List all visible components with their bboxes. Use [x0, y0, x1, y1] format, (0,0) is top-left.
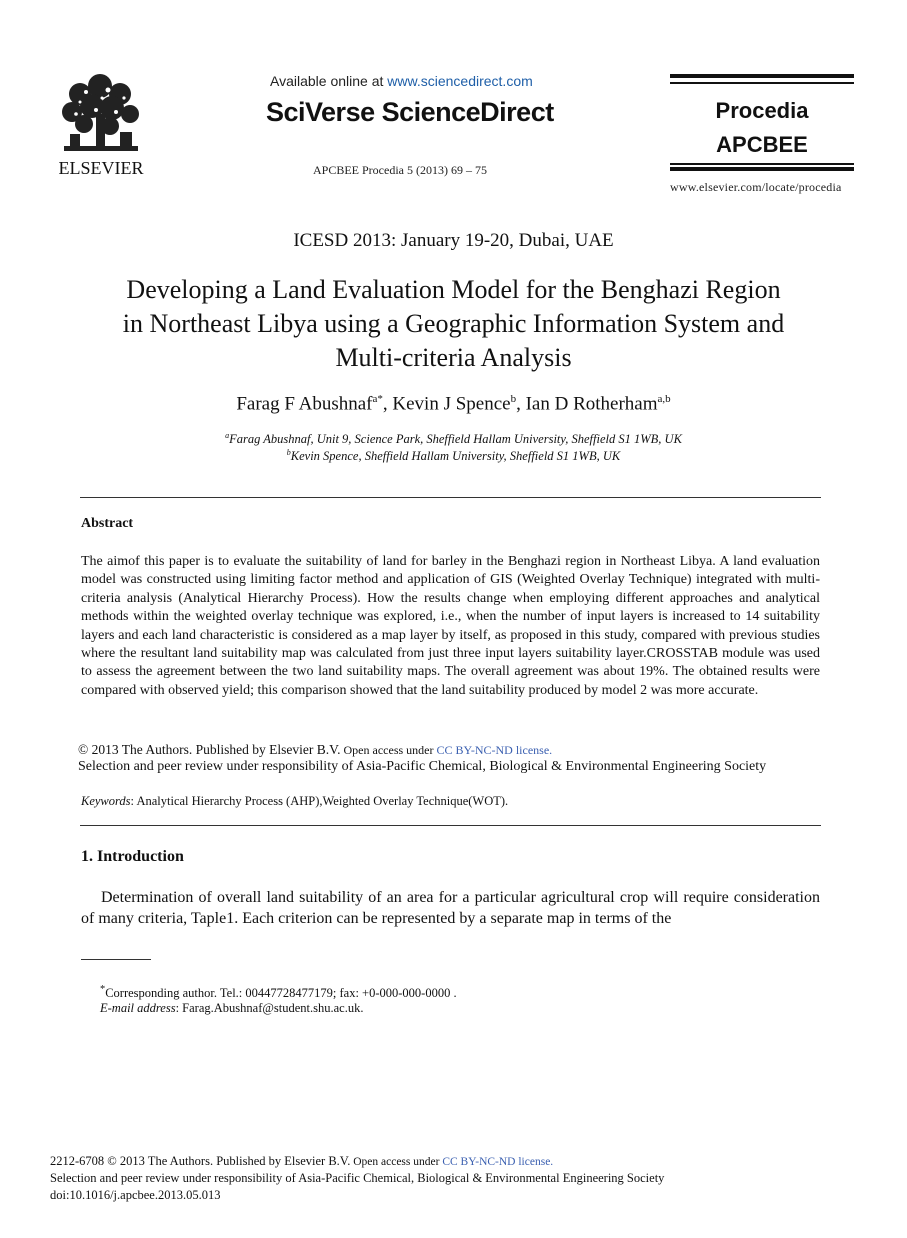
footnote-marker: * — [100, 984, 106, 995]
publisher-wordmark: ELSEVIER — [58, 158, 144, 178]
email-label: E-mail address — [100, 1001, 176, 1015]
title-line-2: in Northeast Libya using a Geographic Information System and — [122, 309, 785, 338]
divider-top — [80, 497, 821, 498]
copyright-text: © 2013 The Authors. Published by Elsevier B.V. — [78, 742, 341, 757]
author-separator: , — [382, 393, 393, 415]
footer-license-link[interactable]: CC BY-NC-ND license. — [442, 1156, 554, 1168]
banner-rule-bottom-thin — [670, 163, 854, 165]
affiliation-text: Farag Abushnaf, Unit 9, Science Park, Sheffield Hallam University, Sheffield S1 1WB, UK — [229, 432, 682, 447]
journal-url[interactable]: www.elsevier.com/locate/procedia — [670, 180, 842, 194]
banner-rule-top — [670, 74, 854, 78]
email-text: : Farag.Abushnaf@student.shu.ac.uk. — [175, 1001, 364, 1015]
divider-bottom — [80, 825, 821, 826]
affiliation-b — [0, 448, 907, 464]
elsevier-logo — [50, 70, 152, 178]
keywords-label: Keywords — [81, 794, 131, 808]
conference-line: ICESD 2013: January 19-20, Dubai, UAE — [293, 230, 614, 251]
banner-rule-top-thin — [670, 82, 854, 84]
abstract-body: The aimof this paper is to evaluate the suitability of land for barley in the Benghazi region in Northeast Libya. A land evaluation model was constructed using limiting factor method and application of GIS (Weighted Overlay Technique) integrated with multi-criteria analysis (Analytical Hierarchy Process). How the results change when employing different approaches and analytical methods within the weighted overlay technique was explored, i.e., when the number of input layers is increased to 14 suitability layers and each land characteristic is considered as a map layer by itself, as proposed in this study, compared with previous studies where the resultant land suitability map was calculated from just three input layers suitability layer.CROSSTAB module was used to assess the agreement between the two land suitability maps. The overall agreement was about 19%. The obtained results were compared with observed yield; this comparison showed that the land suitability produced by model 2 was more accurate. — [81, 554, 820, 698]
sciencedirect-link[interactable]: www.sciencedirect.com — [387, 73, 533, 89]
journal-title — [670, 94, 854, 162]
footer-peer-review: Selection and peer review under responsibility of Asia-Pacific Chemical, Biological & Environmental Engineering Society — [50, 1171, 665, 1185]
author-name: Farag F Abushnaf — [236, 393, 373, 415]
author-affiliation-marker: a* — [372, 393, 383, 405]
journal-title-line1: Procedia — [715, 98, 809, 123]
affiliation-marker: a — [225, 431, 230, 440]
footer-copyright: 2212-6708 © 2013 The Authors. Published by Elsevier B.V. — [50, 1154, 351, 1168]
footer-license-line — [50, 1154, 553, 1169]
abstract-heading: Abstract — [81, 516, 134, 531]
open-access-text: Open access under — [340, 743, 437, 757]
title-line-1: Developing a Land Evaluation Model for the Benghazi Region — [126, 275, 781, 304]
paper-title — [60, 273, 847, 375]
journal-banner — [670, 74, 854, 186]
affiliation-text: Kevin Spence, Sheffield Hallam University, Sheffield S1 1WB, UK — [290, 449, 621, 464]
available-online-label: Available online at — [270, 73, 388, 89]
affiliation-marker: b — [286, 448, 291, 457]
available-online-line — [270, 73, 533, 89]
footnote-corresponding — [100, 984, 457, 1001]
footnote-rule — [81, 959, 151, 960]
peer-review-statement: Selection and peer review under responsibility of Asia-Pacific Chemical, Biological & Environmental Engineering Society — [78, 759, 767, 774]
footer-open-access: Open access under — [350, 1156, 443, 1168]
author-separator: , — [516, 393, 526, 415]
footer-doi[interactable]: doi:10.1016/j.apcbee.2013.05.013 — [50, 1188, 221, 1202]
elsevier-tree-emblem — [50, 70, 152, 178]
copyright-line — [78, 742, 552, 758]
license-link[interactable]: CC BY-NC-ND license. — [436, 743, 553, 757]
author-affiliation-marker: a,b — [657, 393, 671, 405]
introduction-body: Determination of overall land suitability of an area for a particular agricultural crop will require consideration of many criteria, Taple1. Each criterion can be represented by a separate map in terms of the — [81, 889, 820, 927]
keywords-line — [81, 794, 508, 809]
keywords-text: : Analytical Hierarchy Process (AHP),Weighted Overlay Technique(WOT). — [130, 794, 509, 808]
footnote-email — [100, 1001, 363, 1016]
affiliation-a — [0, 431, 907, 447]
author-affiliation-marker: b — [510, 393, 517, 405]
journal-citation: APCBEE Procedia 5 (2013) 69 – 75 — [313, 163, 487, 177]
platform-name: SciVerse ScienceDirect — [266, 97, 554, 127]
author-name: Kevin J Spence — [392, 393, 511, 415]
title-line-3: Multi-criteria Analysis — [335, 343, 572, 372]
author-name: Ian D Rotherham — [525, 393, 658, 415]
journal-title-line2: APCBEE — [716, 132, 808, 157]
banner-rule-bottom — [670, 167, 854, 171]
introduction-heading: 1. Introduction — [81, 848, 184, 865]
footnote-corresponding-text: Corresponding author. Tel.: 00447728477179; fax: +0-000-000-0000 . — [105, 986, 457, 1001]
author-list — [0, 393, 907, 415]
